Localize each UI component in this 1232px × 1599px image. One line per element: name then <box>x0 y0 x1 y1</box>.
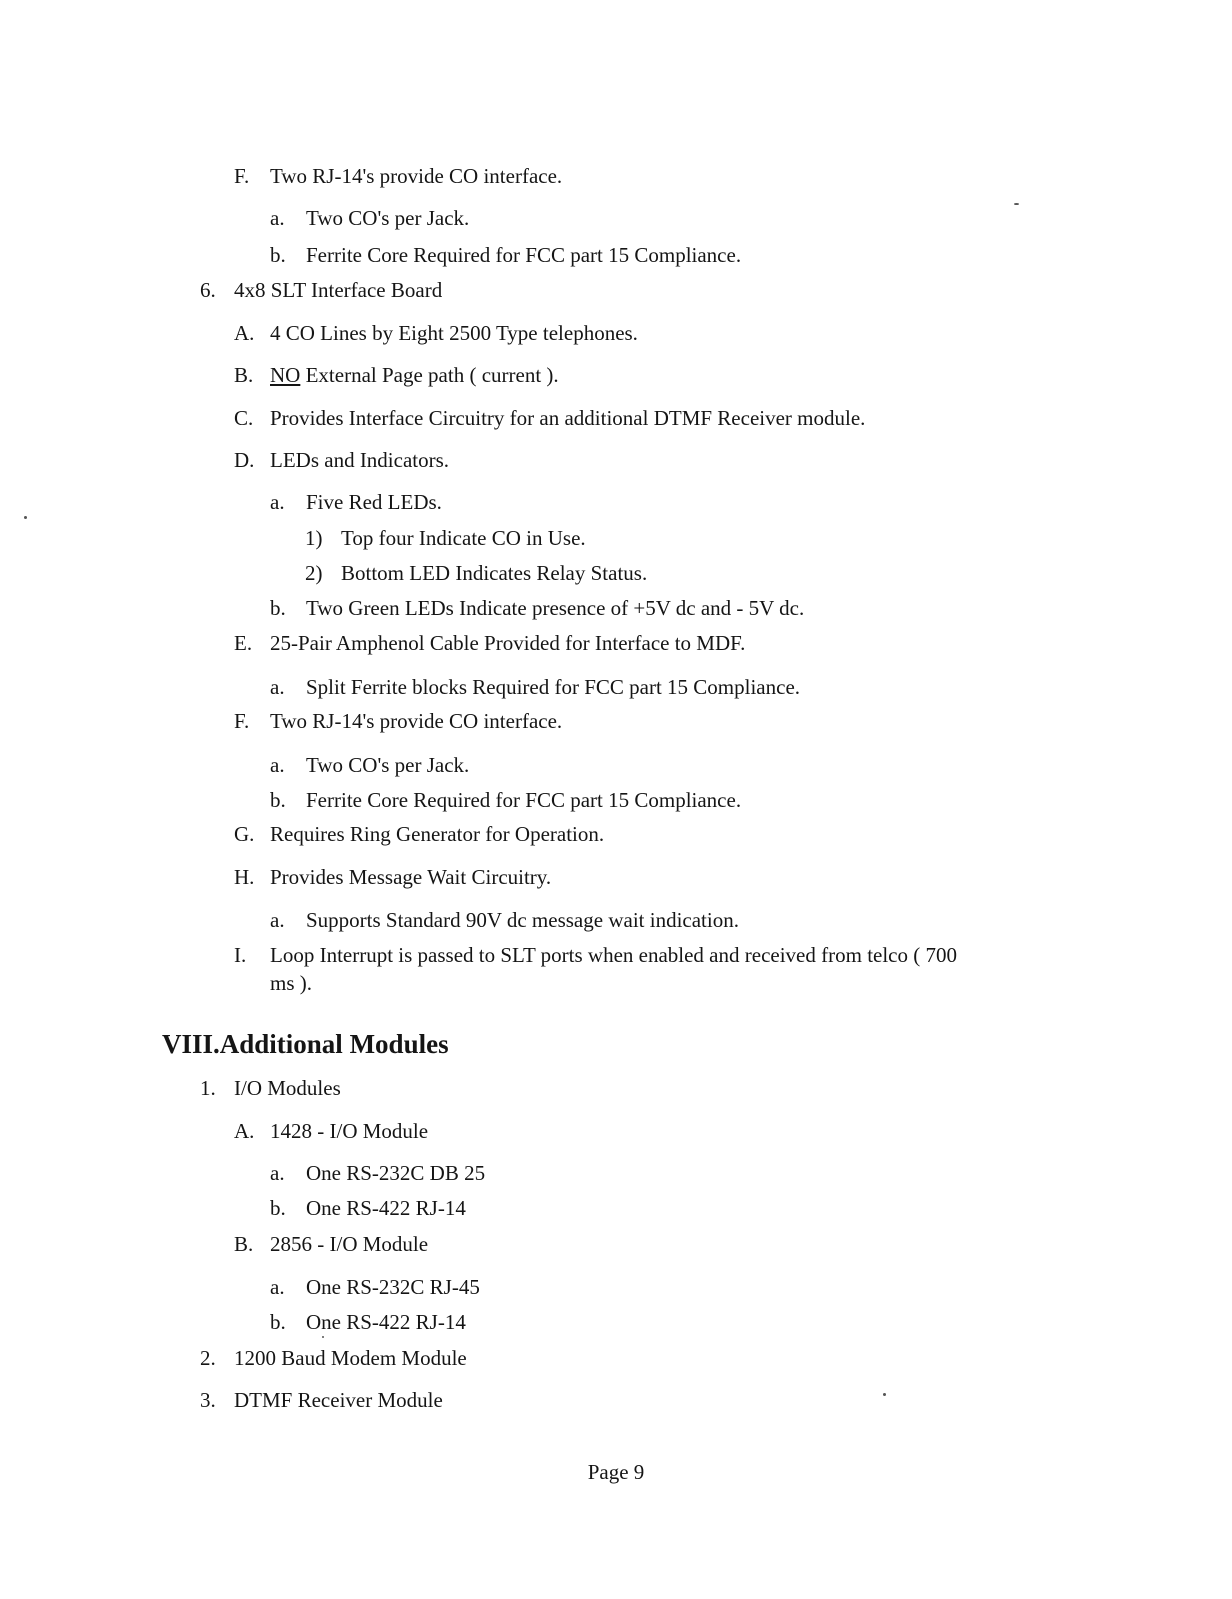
list-marker: b. <box>270 596 286 620</box>
list-marker: B. <box>234 363 254 387</box>
list-item <box>234 321 638 345</box>
list-marker: 1. <box>200 1076 216 1100</box>
list-marker: F. <box>234 709 250 733</box>
list-text: Ferrite Core Required for FCC part 15 Compliance. <box>306 788 742 812</box>
list-marker: 1) <box>305 526 323 550</box>
list-item <box>200 278 442 302</box>
emphasis-no: NO <box>270 363 301 387</box>
list-text: 1200 Baud Modem Module <box>234 1346 467 1370</box>
list-item <box>234 406 865 430</box>
list-text: Provides Interface Circuitry for an additional DTMF Receiver module. <box>270 406 866 430</box>
list-text: Two Green LEDs Indicate presence of +5V dc and - 5V dc. <box>306 596 805 620</box>
list-item <box>270 490 442 514</box>
list-item <box>270 1196 466 1220</box>
list-text: 4x8 SLT Interface Board <box>234 278 443 302</box>
list-item <box>270 1275 480 1299</box>
list-item <box>234 1119 428 1143</box>
list-marker: B. <box>234 1232 254 1256</box>
list-marker: 2) <box>305 561 323 585</box>
list-marker: b. <box>270 1310 286 1334</box>
list-item <box>270 908 739 932</box>
scan-speck <box>24 516 27 519</box>
list-text: One RS-422 RJ-14 <box>306 1310 466 1334</box>
list-text: 25-Pair Amphenol Cable Provided for Interface to MDF. <box>270 631 746 655</box>
scan-speck <box>322 1336 324 1338</box>
list-text: Two RJ-14's provide CO interface. <box>270 164 563 188</box>
list-item <box>305 561 647 585</box>
list-marker: D. <box>234 448 255 472</box>
list-item <box>234 943 957 967</box>
list-text: Ferrite Core Required for FCC part 15 Compliance. <box>306 243 742 267</box>
list-item <box>270 753 469 777</box>
list-marker: A. <box>234 321 255 345</box>
list-text: Bottom LED Indicates Relay Status. <box>341 561 648 585</box>
list-marker: E. <box>234 631 253 655</box>
list-item <box>234 164 562 188</box>
list-item <box>305 526 586 550</box>
list-text: LEDs and Indicators. <box>270 448 450 472</box>
list-text: Two RJ-14's provide CO interface. <box>270 709 563 733</box>
scan-speck <box>1014 203 1019 205</box>
list-marker: 3. <box>200 1388 216 1412</box>
section-heading: VIII.Additional Modules <box>162 1029 449 1059</box>
list-item <box>234 865 551 889</box>
list-item <box>270 243 741 267</box>
list-text: Five Red LEDs. <box>306 490 442 514</box>
list-marker: 6. <box>200 278 216 302</box>
list-item <box>270 788 741 812</box>
list-marker: b. <box>270 788 286 812</box>
page-number: Page 9 <box>587 1460 645 1484</box>
list-marker: I. <box>234 943 247 967</box>
list-marker: a. <box>270 753 285 777</box>
list-item <box>234 709 562 733</box>
list-item <box>234 631 745 655</box>
list-item <box>270 206 469 230</box>
list-marker: F. <box>234 164 250 188</box>
list-marker: a. <box>270 490 285 514</box>
list-text: 2856 - I/O Module <box>270 1232 429 1256</box>
list-text: 1428 - I/O Module <box>270 1119 429 1143</box>
list-text: External Page path ( current ). <box>300 363 559 387</box>
list-text: One RS-422 RJ-14 <box>306 1196 466 1220</box>
list-item <box>270 1310 466 1334</box>
scan-speck <box>883 1393 886 1396</box>
list-marker: b. <box>270 1196 286 1220</box>
list-item <box>234 1232 428 1256</box>
list-marker: a. <box>270 206 285 230</box>
list-marker: A. <box>234 1119 255 1143</box>
list-item <box>200 1346 467 1370</box>
list-text: Supports Standard 90V dc message wait indication. <box>306 908 739 932</box>
list-text: Two CO's per Jack. <box>306 206 470 230</box>
list-text: Loop Interrupt is passed to SLT ports when enabled and received from telco ( 700 <box>270 943 957 967</box>
list-text: Requires Ring Generator for Operation. <box>270 822 605 846</box>
list-text: One RS-232C DB 25 <box>306 1161 486 1185</box>
list-text: Provides Message Wait Circuitry. <box>270 865 552 889</box>
list-item <box>234 448 449 472</box>
list-item <box>270 596 804 620</box>
list-text: I/O Modules <box>234 1076 341 1100</box>
list-text: 4 CO Lines by Eight 2500 Type telephones. <box>270 321 638 345</box>
list-text: Two CO's per Jack. <box>306 753 470 777</box>
list-item <box>234 822 604 846</box>
list-item <box>200 1388 443 1412</box>
list-text: DTMF Receiver Module <box>234 1388 443 1412</box>
list-item <box>234 363 559 387</box>
list-marker: H. <box>234 865 255 889</box>
list-marker: 2. <box>200 1346 216 1370</box>
list-marker: b. <box>270 243 286 267</box>
list-text: Top four Indicate CO in Use. <box>341 526 586 550</box>
list-marker: a. <box>270 675 285 699</box>
list-marker: a. <box>270 1161 285 1185</box>
list-marker: a. <box>270 908 285 932</box>
list-text-continuation: ms ). <box>270 971 312 995</box>
list-text: One RS-232C RJ-45 <box>306 1275 480 1299</box>
list-marker: G. <box>234 822 255 846</box>
list-marker: a. <box>270 1275 285 1299</box>
list-marker: C. <box>234 406 254 430</box>
list-item <box>270 1161 485 1185</box>
list-item <box>200 1076 341 1100</box>
list-item <box>270 675 800 699</box>
list-text: Split Ferrite blocks Required for FCC part 15 Compliance. <box>306 675 801 699</box>
